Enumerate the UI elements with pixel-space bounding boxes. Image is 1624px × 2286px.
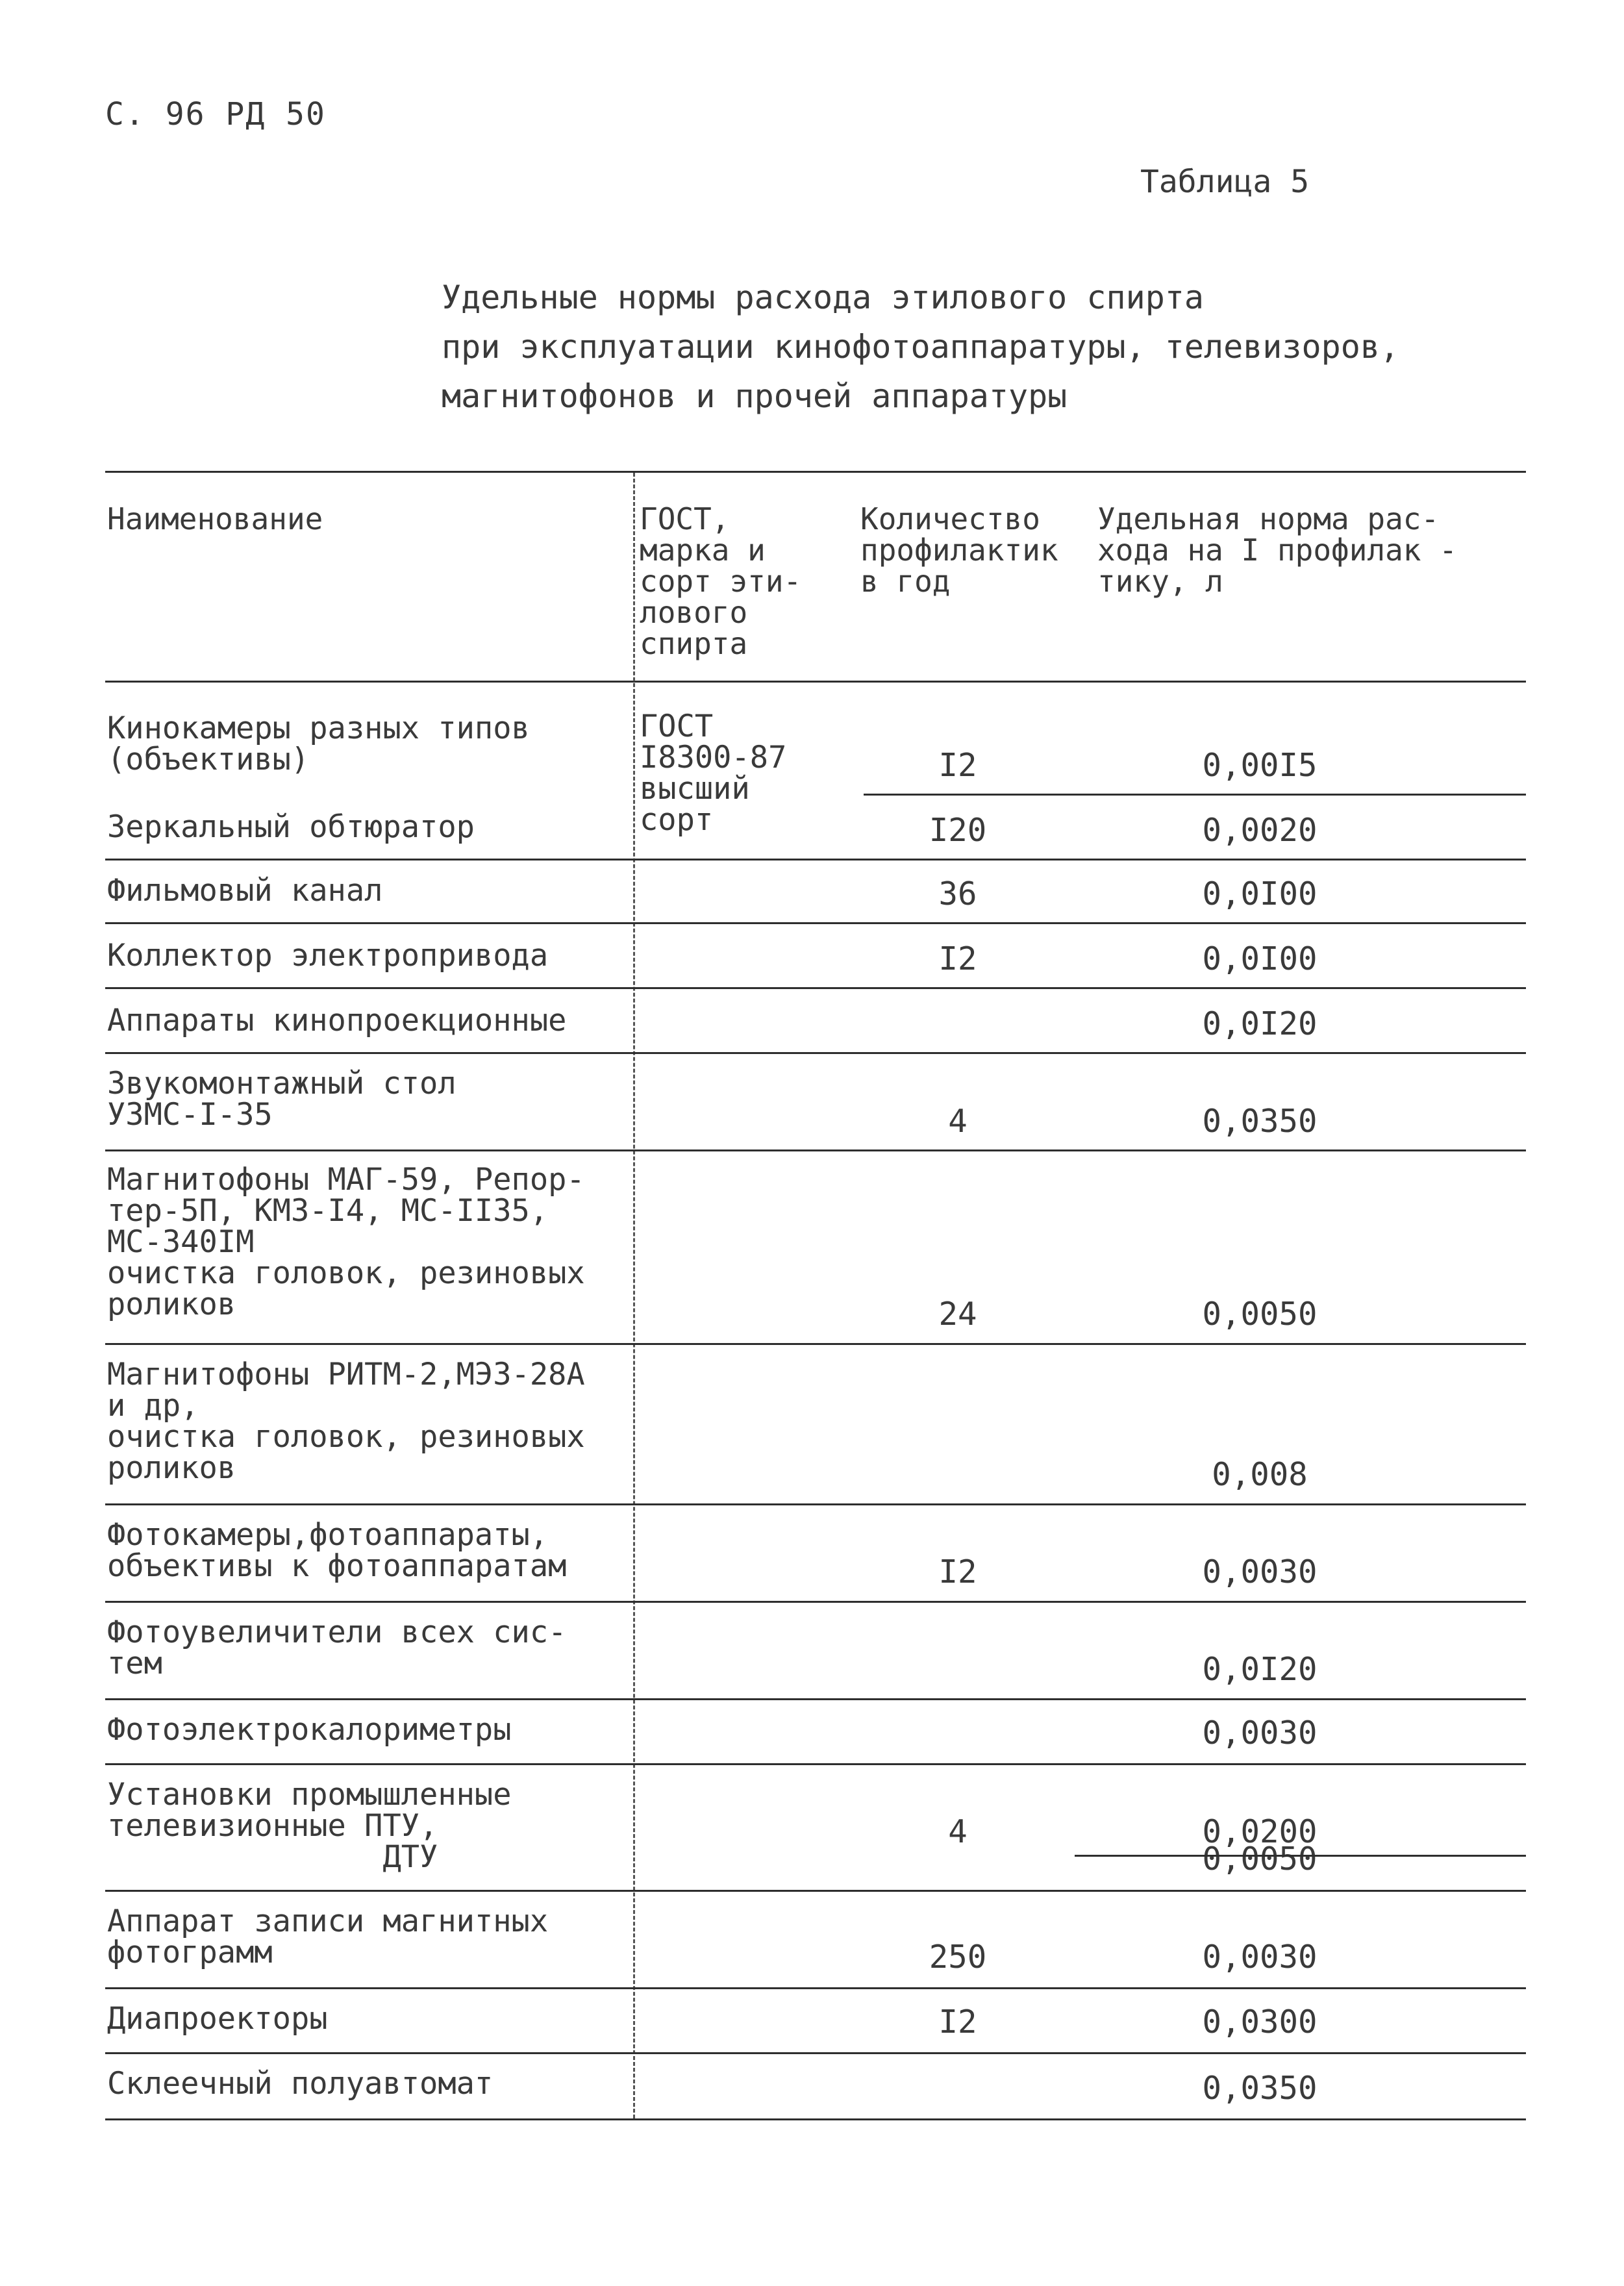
- row-name: Коллектор электропривода: [107, 938, 549, 973]
- row-sub-rule: [1075, 1855, 1526, 1857]
- row-name: Диапроекторы: [107, 2001, 328, 2037]
- column-header-count: Количество профилактик в год: [860, 501, 1058, 599]
- row-count: I2: [938, 940, 977, 977]
- row-norm: 0,0350: [1202, 2070, 1318, 2107]
- column-header-gost: ГОСТ, марка и сорт эти- лового спирта: [640, 501, 802, 661]
- row-count: 36: [938, 875, 977, 912]
- row-rule: [105, 1052, 1526, 1054]
- table-bottom-rule: [105, 2118, 1526, 2120]
- row-count: I2: [938, 747, 977, 784]
- row-name: Аппараты кинопроекционные: [107, 1003, 567, 1038]
- row-norm: 0,008: [1212, 1456, 1308, 1493]
- row-name: Аппарат записи магнитных фотограмм: [107, 1903, 549, 1970]
- row-count: 24: [938, 1296, 977, 1333]
- row-norm: 0,0030: [1202, 1553, 1318, 1590]
- row-count: I2: [938, 1553, 977, 1590]
- column-header-name: Наименование: [107, 501, 323, 536]
- row-norm: 0,0030: [1202, 1939, 1318, 1976]
- row-name: Зеркальный обтюратор: [107, 809, 475, 845]
- row-rule: [105, 859, 1526, 860]
- row-name: Склеечный полуавтомат: [107, 2066, 493, 2102]
- gost-value: ГОСТ I8300-87 высший сорт: [640, 709, 787, 838]
- row-count: I20: [929, 812, 987, 849]
- column-divider-gost: [633, 473, 635, 2118]
- row-rule: [105, 987, 1526, 989]
- row-norm-secondary: 0,0050: [1202, 1840, 1318, 1878]
- row-norm: 0,0050: [1202, 1296, 1318, 1333]
- row-norm: 0,0I00: [1202, 875, 1318, 912]
- row-name: Магнитофоны МАГ-59, Репор- тер-5П, КМЗ-I4, МС-II35, МС-340IМ очистка головок, резиновых роликов: [107, 1162, 585, 1322]
- row-rule: [105, 1343, 1526, 1345]
- row-count: 4: [948, 1813, 968, 1850]
- row-rule: [105, 1503, 1526, 1505]
- row-name: Кинокамеры разных типов (объективы): [107, 710, 530, 777]
- row-norm: 0,0350: [1202, 1103, 1318, 1140]
- row-rule: [105, 2052, 1526, 2054]
- row-rule: [105, 1890, 1526, 1892]
- row-count: 250: [929, 1939, 987, 1976]
- column-header-norm: Удельная норма рас- хода на I профилак - тику, л: [1097, 501, 1457, 599]
- row-rule: [864, 794, 1526, 796]
- header-bottom-rule: [105, 681, 1526, 683]
- row-name: Установки промышленные телевизионные ПТУ, ДТУ: [107, 1777, 512, 1875]
- row-rule: [105, 1987, 1526, 1989]
- row-rule: [105, 1601, 1526, 1603]
- row-norm: 0,0300: [1202, 2003, 1318, 2041]
- row-norm: 0,0I20: [1202, 1651, 1318, 1688]
- row-count: I2: [938, 2003, 977, 2041]
- row-name: Фотоэлектрокалориметры: [107, 1712, 512, 1748]
- row-name: Фотоувеличители всех сис- тем: [107, 1614, 567, 1681]
- page-header: С. 96 РД 50: [105, 96, 326, 132]
- row-name: Фильмовый канал: [107, 873, 383, 909]
- row-name: Магнитофоны РИТМ-2,МЭЗ-28А и др, очистка головок, резиновых роликов: [107, 1357, 585, 1486]
- row-name: Фотокамеры,фотоаппараты, объективы к фотоаппаратам: [107, 1517, 567, 1584]
- row-norm: 0,0020: [1202, 812, 1318, 849]
- row-rule: [105, 1698, 1526, 1700]
- row-count: 4: [948, 1103, 968, 1140]
- row-rule: [105, 1763, 1526, 1765]
- table-title: Удельные нормы расхода этилового спирта при эксплуатации кинофотоаппаратуры, телевизоров, магнитофонов и прочей аппаратуры: [442, 279, 1400, 415]
- row-norm: 0,0200: [1202, 1813, 1318, 1850]
- row-rule: [105, 922, 1526, 924]
- row-norm: 0,00I5: [1202, 747, 1318, 784]
- row-norm: 0,0I20: [1202, 1005, 1318, 1042]
- row-norm: 0,0030: [1202, 1714, 1318, 1752]
- row-rule: [105, 1149, 1526, 1151]
- table-top-rule: [105, 471, 1526, 473]
- table-label: Таблица 5: [1140, 164, 1310, 200]
- row-norm: 0,0I00: [1202, 940, 1318, 977]
- row-name: Звукомонтажный стол УЗМС-I-35: [107, 1066, 456, 1133]
